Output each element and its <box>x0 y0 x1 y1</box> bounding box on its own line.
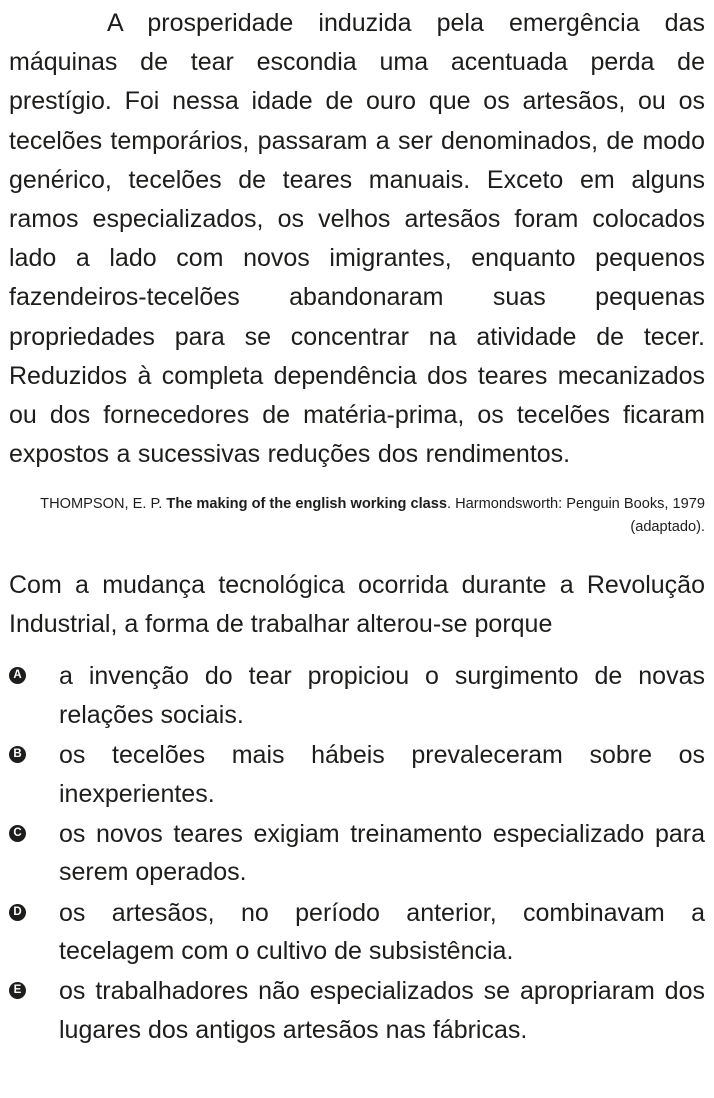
option-b[interactable] <box>9 736 705 813</box>
citation-title: The making of the english working class <box>166 496 448 513</box>
option-d-letter-badge: D <box>9 904 26 921</box>
option-c-letter-badge: C <box>9 825 26 842</box>
option-d-text: os artesãos, no período anterior, combinavam a tecelagem com o cultivo de subsistência. <box>59 898 705 966</box>
option-e[interactable] <box>9 972 705 1049</box>
option-c[interactable] <box>9 815 705 892</box>
citation-publisher: . Harmondsworth: Penguin Books, 1979 (adaptado). <box>447 496 705 536</box>
option-b-letter-badge: B <box>9 746 26 763</box>
option-a-letter-badge: A <box>9 667 26 684</box>
option-e-letter-badge: E <box>9 982 26 999</box>
citation <box>9 493 705 539</box>
citation-author: THOMPSON, E. P. <box>40 496 163 513</box>
option-a[interactable] <box>9 657 705 734</box>
passage-text: A prosperidade induzida pela emergência das máquinas de tear escondia uma acentuada perda de prestígio. Foi nessa idade de ouro que os artesãos, ou os tecelões temporários, passaram a ser denominados, de modo genérico, tecelões de teares manuais. Exceto em alguns ramos especializados, os velhos artesãos foram colocados lado a lado com novos imigrantes, enquanto pequenos fazendeiros-tecelões abandonaram suas pequenas propriedades para se concentrar na atividade de tecer. Reduzidos à completa dependência dos teares mecanizados ou dos fornecedores de matéria-prima, os tecelões ficaram expostos a sucessivas reduções dos rendimentos. <box>9 9 705 469</box>
option-b-text: os tecelões mais hábeis prevaleceram sobre os inexperientes. <box>59 741 705 808</box>
option-d[interactable] <box>9 894 705 971</box>
option-e-text: os trabalhadores não especializados se apropriaram dos lugares dos antigos artesãos nas fábricas. <box>59 977 705 1044</box>
exam-question-page <box>9 4 705 1051</box>
option-a-text: a invenção do tear propiciou o surgimento de novas relações sociais. <box>59 662 705 730</box>
option-c-text: os novos teares exigiam treinamento especializado para serem operados. <box>59 819 705 887</box>
question-stem: Com a mudança tecnológica ocorrida durante a Revolução Industrial, a forma de trabalhar alterou-se porque <box>9 571 705 638</box>
answer-options <box>9 657 705 1049</box>
